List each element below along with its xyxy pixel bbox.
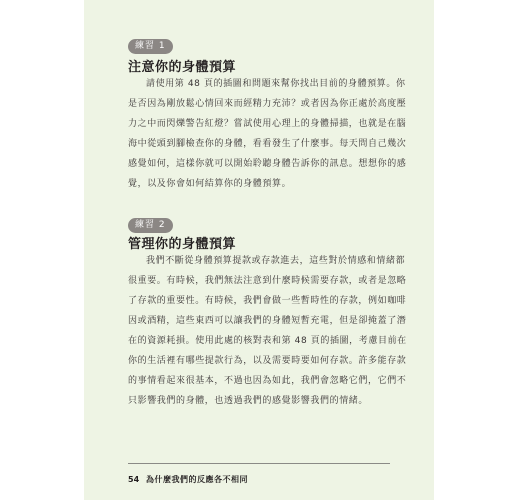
exercise-1-line: 請使用第 48 頁的插圖和問題來幫你找出目前的身體預算。你	[146, 79, 406, 89]
exercise-1-line: 感覺如何，這樣你就可以開始聆聽身體告訴你的訊息。想想你的感	[128, 159, 407, 169]
exercise-1-title: 注意你的身體預算	[128, 60, 237, 75]
exercise-1-line: 海中從頭到腳檢查你的身體，看看發生了什麼事。每天問自己幾次	[128, 139, 407, 149]
book-page	[84, 0, 434, 500]
exercise-2-body	[128, 251, 407, 411]
exercise-2-line: 了存款的重要性。有時候，我們會做一些暫時性的存款，例如咖啡	[128, 296, 407, 306]
exercise-1-badge: 練習 1	[128, 39, 173, 54]
exercise-2-title: 管理你的身體預算	[128, 237, 237, 252]
exercise-2-line: 只影響我們的身體，也透過我們的感覺影響我們的情緒。	[128, 396, 369, 406]
exercise-2-line: 你的生活裡有哪些提款行為，以及需要時要如何存款。許多能存款	[128, 356, 407, 366]
exercise-2-line: 的事情看起來很基本，不過也因為如此，我們會忽略它們，它們不	[128, 376, 407, 386]
exercise-2-line: 很重要。有時候，我們無法注意到什麼時候需要存款，或者是忽略	[128, 276, 407, 286]
page-number: 54	[128, 475, 140, 484]
running-footer-title: 為什麼我們的反應各不相同	[146, 475, 248, 484]
exercise-1-body	[128, 74, 407, 194]
exercise-2-line: 在的資源耗損。使用此處的核對表和第 48 頁的插圖，考慮目前在	[128, 336, 407, 346]
exercise-2-line: 因或酒精，這些東西可以讓我們的身體短暫充電，但是卻掩蓋了潛	[128, 316, 407, 326]
exercise-2-badge: 練習 2	[128, 218, 173, 233]
exercise-1-line: 覺，以及你會如何結算你的身體預算。	[128, 179, 292, 189]
exercise-1-line: 力之中而閃爍警告紅燈？嘗試使用心理上的身體掃描，也就是在腦	[128, 119, 407, 129]
exercise-2-line: 我們不斷從身體預算提款或存款進去，這些對於情感和情緒都	[146, 256, 406, 266]
footer-divider	[128, 463, 390, 464]
exercise-1-line: 是否因為剛放鬆心情回來而經精力充沛？或者因為你正處於高度壓	[128, 99, 407, 109]
